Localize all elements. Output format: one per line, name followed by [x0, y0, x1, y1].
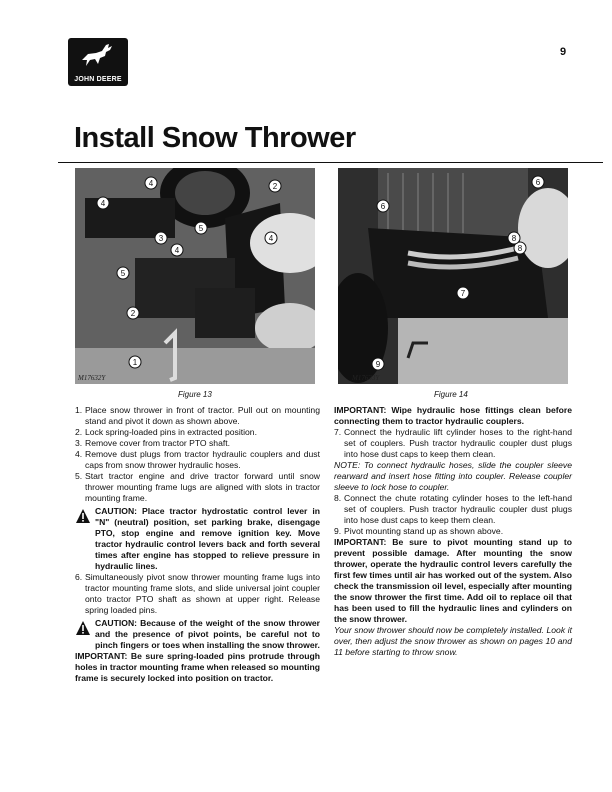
step-6-text: Simultaneously pivot snow thrower mounting frame lugs into tractor mounting frame slots, and slide universal joint coupler onto tractor PTO shaft as shown at upper right. Release spring loaded pins.	[85, 572, 320, 615]
step-4-text: Remove dust plugs from tractor hydraulic couplers and dust caps from snow thrower hydraulic hoses.	[85, 449, 320, 470]
list-item	[75, 427, 320, 438]
fig13-callout: 1	[132, 358, 138, 367]
figure-14-photo	[338, 168, 568, 384]
step-number: 4.	[75, 449, 83, 459]
figure-13-caption: Figure 13	[178, 390, 212, 399]
step-3-text: Remove cover from tractor PTO shaft.	[85, 438, 231, 448]
fig13-callout: 5	[120, 269, 126, 278]
fig14-callout: 7	[460, 289, 466, 298]
fig14-callout: 9	[375, 360, 381, 369]
page-number: 9	[560, 46, 567, 58]
list-item	[334, 493, 572, 526]
list-item	[75, 572, 320, 616]
left-column	[75, 405, 320, 684]
list-item	[75, 449, 320, 471]
fig13-callout: 4	[148, 179, 154, 188]
right-column	[334, 405, 572, 658]
step-number: 8.	[334, 493, 342, 503]
step-9-text: Pivot mounting stand up as shown above.	[344, 526, 504, 536]
title-divider	[58, 162, 603, 163]
figure-14-caption: Figure 14	[434, 390, 468, 399]
step-number: 5.	[75, 471, 83, 481]
step-7-text: Connect the hydraulic lift cylinder hoses to the right-hand set of couplers. Push tractor hydraulic coupler dust plugs into hose dust caps to keep them clean.	[344, 427, 572, 459]
fig13-callout: 4	[268, 234, 274, 243]
note-text: NOTE: To connect hydraulic hoses, slide the coupler sleeve rearward and insert hose fitting into coupler. Release coupler sleeve to lock hose to coupler.	[334, 460, 572, 492]
warning-triangle-icon	[75, 508, 91, 524]
figure-13-photo	[75, 168, 315, 384]
caution-block-1	[75, 506, 320, 572]
logo-brand-text: JOHN DEERE	[74, 76, 122, 83]
fig14-callout: 6	[380, 202, 386, 211]
caution-1-text: CAUTION: Place tractor hydrostatic control lever in "N" (neutral) position, set parking brake, disengage PTO, stop engine and remove ignition key. Move tractor hydraulic control levers back and forth several times after engine has stopped to relieve pressure in hydraulic lines.	[95, 506, 320, 571]
caution-2-text: CAUTION: Because of the weight of the snow thrower and the presence of pivot points, be careful not to pinch fingers or toes when installing the snow thrower.	[95, 618, 320, 650]
page-title: Install Snow Thrower	[74, 122, 356, 154]
step-number: 1.	[75, 405, 83, 415]
warning-triangle-icon	[75, 620, 91, 636]
important-note-2: IMPORTANT: Wipe hydraulic hose fittings clean before connecting them to tractor hydraulic couplers.	[334, 405, 572, 426]
fig13-callout: 2	[130, 309, 136, 318]
step-2-text: Lock spring-loaded pins in extracted position.	[85, 427, 257, 437]
figure-14-code: M17633Y	[352, 374, 380, 382]
list-item	[75, 471, 320, 504]
list-item	[75, 405, 320, 427]
fig13-callout: 3	[158, 234, 164, 243]
list-item	[75, 438, 320, 449]
fig14-callout: 8	[511, 234, 517, 243]
step-number: 7.	[334, 427, 342, 437]
closing-text: Your snow thrower should now be completely installed. Look it over, then adjust the snow thrower as shown on pages 10 and 11 before starting to throw snow.	[334, 625, 572, 657]
step-number: 9.	[334, 526, 342, 536]
deer-icon	[78, 42, 118, 70]
step-number: 6.	[75, 572, 83, 582]
john-deere-logo	[68, 38, 128, 86]
fig14-callout: 6	[535, 178, 541, 187]
caution-block-2	[75, 618, 320, 651]
fig13-callout: 4	[174, 246, 180, 255]
list-item	[334, 427, 572, 460]
list-item	[334, 526, 572, 537]
step-number: 3.	[75, 438, 83, 448]
fig14-callout: 8	[517, 244, 523, 253]
important-note-3: IMPORTANT: Be sure to pivot mounting stand up to prevent possible damage. After mounting the snow thrower, operate the hydraulic control levers carefully the first few times until air has worked out of the system. Also check the transmission oil level, especially after mounting the snow thrower the first time. Add oil to replace oil that has been used to fill the hydraulic lines and cylinders on the snow thrower.	[334, 537, 572, 624]
step-1-text: Place snow thrower in front of tractor. Pull out on mounting stand and pivot it down as shown above.	[85, 405, 320, 426]
step-number: 2.	[75, 427, 83, 437]
fig13-callout: 2	[272, 182, 278, 191]
fig13-callout: 4	[100, 199, 106, 208]
figure-13-code: M17632Y	[78, 374, 106, 382]
fig13-callout: 5	[198, 224, 204, 233]
step-8-text: Connect the chute rotating cylinder hoses to the left-hand set of couplers. Push tractor hydraulic coupler dust plugs into hose dust caps to keep them clean.	[344, 493, 572, 525]
important-note-1: IMPORTANT: Be sure spring-loaded pins protrude through holes in tractor mounting frame when released so mounting frame is securely locked into position on tractor.	[75, 651, 320, 683]
step-5-text: Start tractor engine and drive tractor forward until snow thrower mounting frame lugs are aligned with slots in tractor mounting frame.	[85, 471, 320, 503]
